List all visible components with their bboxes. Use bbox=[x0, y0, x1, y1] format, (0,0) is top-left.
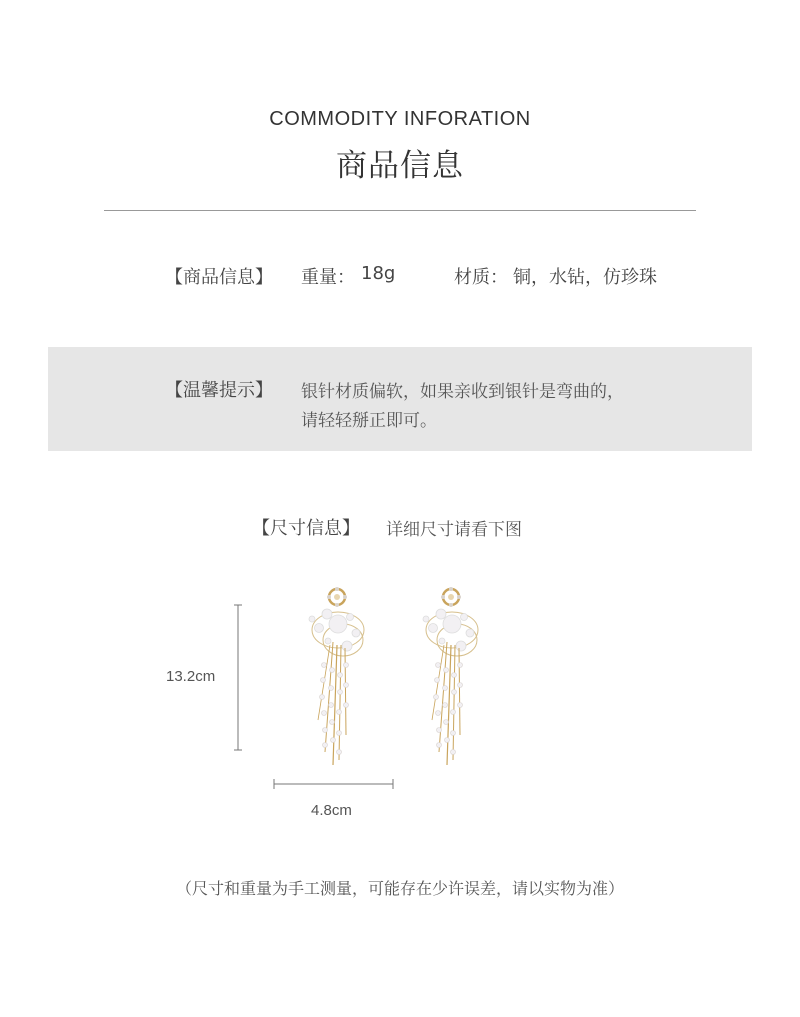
width-dimension: 4.8cm bbox=[311, 802, 352, 819]
material-value: 铜，水钻，仿珍珠 bbox=[513, 267, 657, 288]
material-label: 材质： bbox=[454, 267, 508, 288]
tips-line-1: 银针材质偏软，如果亲收到银针是弯曲的， bbox=[301, 382, 624, 402]
tips-line-2: 请轻轻掰正即可。 bbox=[301, 411, 437, 431]
tips-label: 【温馨提示】 bbox=[165, 380, 273, 401]
weight-label: 重量： bbox=[301, 267, 355, 288]
height-dimension: 13.2cm bbox=[166, 668, 216, 685]
size-info-description: 详细尺寸请看下图 bbox=[386, 520, 522, 540]
measurement-note: （尺寸和重量为手工测量，可能存在少许误差，请以实物为准） bbox=[175, 879, 624, 898]
title-english: COMMODITY INFORATION bbox=[269, 108, 531, 130]
title-chinese: 商品信息 bbox=[336, 148, 464, 184]
size-info-label: 【尺寸信息】 bbox=[252, 518, 360, 539]
weight-value: 18g bbox=[361, 263, 396, 284]
product-info-label: 【商品信息】 bbox=[165, 267, 273, 288]
